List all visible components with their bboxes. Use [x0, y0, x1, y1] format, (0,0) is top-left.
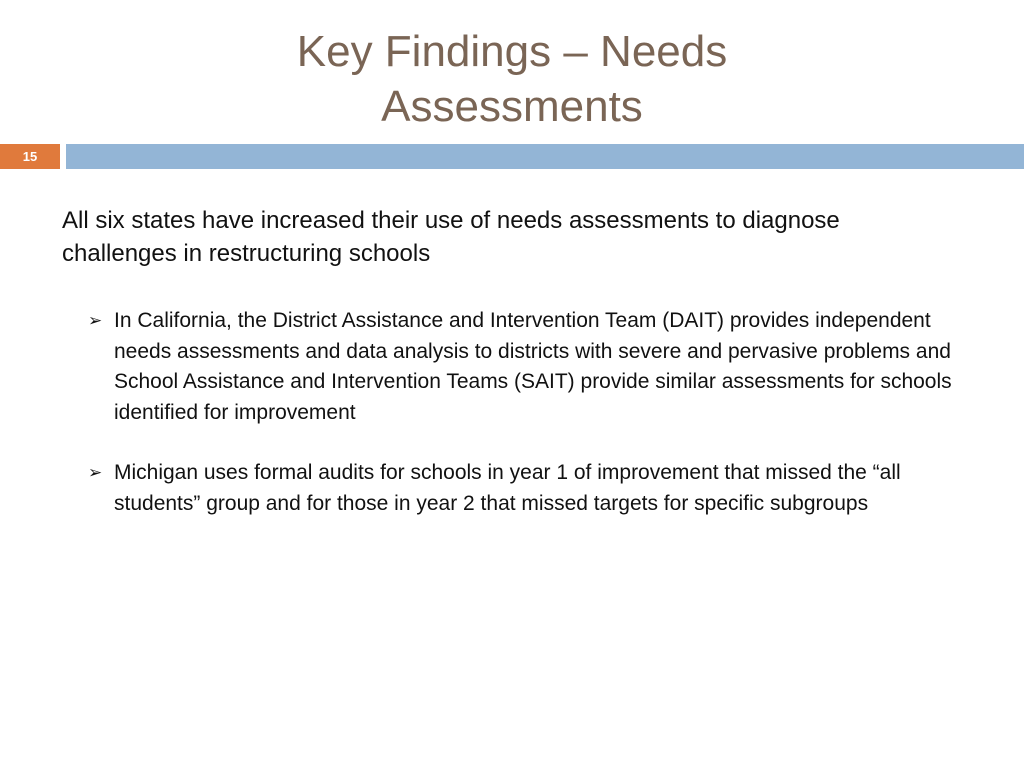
bullet-item-michigan — [88, 458, 988, 519]
intro-paragraph: All six states have increased their use of needs assessments to diagnose challenges in restructuring schools — [62, 207, 840, 267]
slide-number-badge: 15 — [0, 144, 60, 169]
bullet-text: In California, the District Assistance and Intervention Team (DAIT) provides independent needs assessments and data analysis to districts with severe and pervasive problems and School Assistance and Intervention Teams (SAIT) provide similar assessments for schools identified for improvement — [114, 309, 952, 424]
bullet-text: Michigan uses formal audits for schools in year 1 of improvement that missed the “all students” group and for those in year 2 that missed targets for specific subgroups — [114, 461, 901, 515]
arrowhead-bullet-icon: ➢ — [88, 463, 103, 482]
bullet-item-california — [88, 306, 988, 428]
slide-title-line-2: Assessments — [381, 82, 643, 131]
arrowhead-bullet-icon: ➢ — [88, 311, 103, 330]
slide-title-line-1: Key Findings – Needs — [296, 27, 728, 76]
slide-title — [0, 24, 1024, 134]
bullet-list — [88, 306, 988, 549]
title-divider-bar — [66, 144, 1024, 169]
